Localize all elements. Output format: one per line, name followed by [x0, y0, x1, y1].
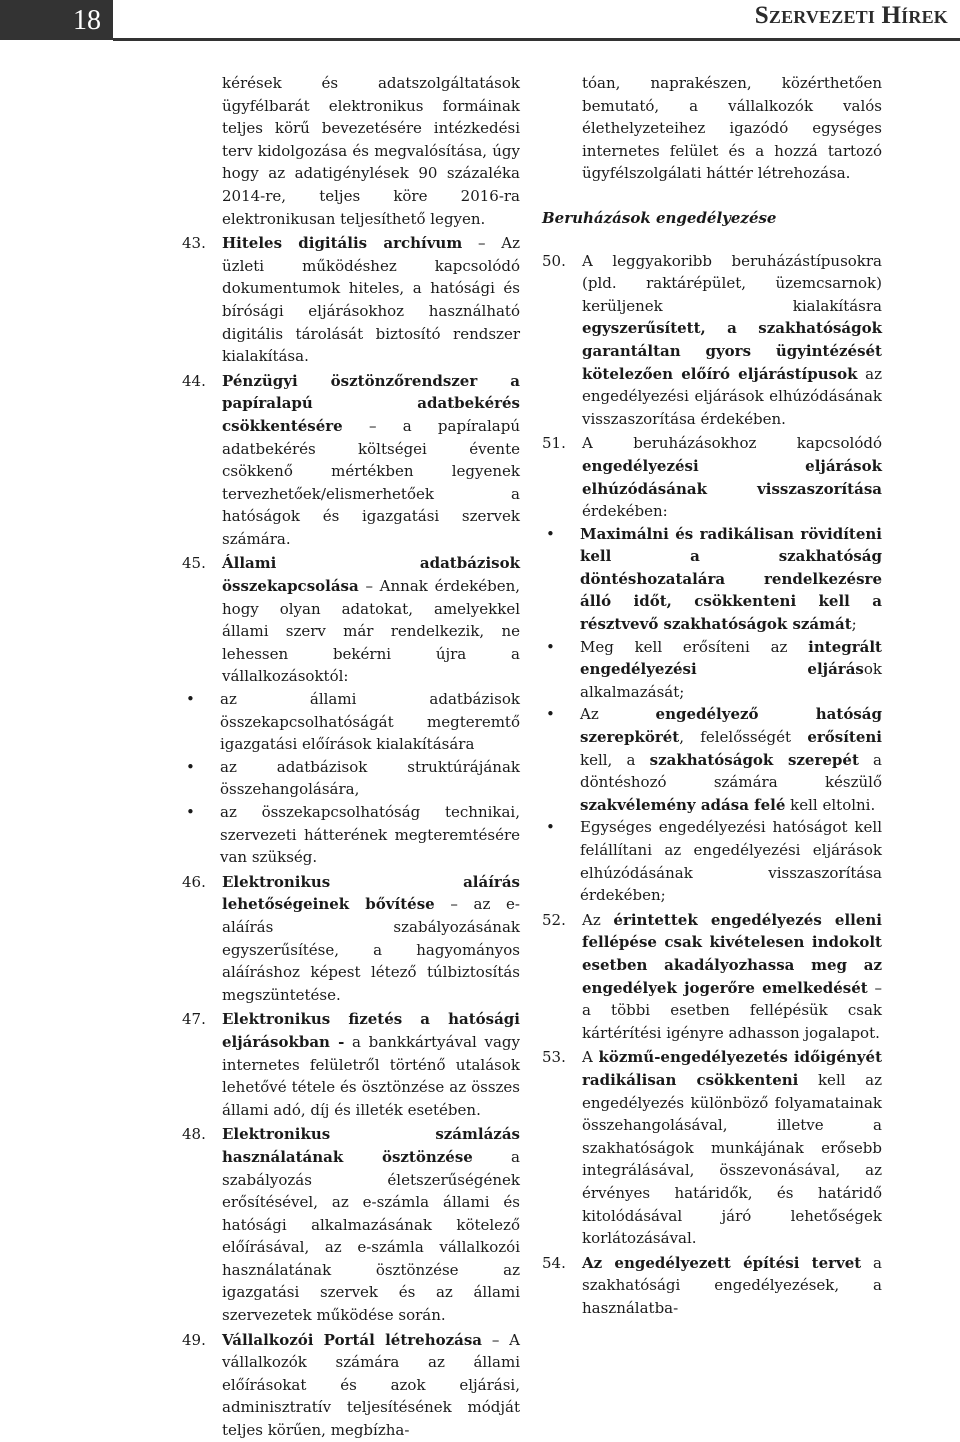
bullet-item: • Egységes engedélyezési hatóságot kell felállítani az engedélyezési eljárások elhúzódásának visszaszorítása érdekében;	[542, 816, 882, 906]
header-rule	[113, 38, 960, 41]
item-text: érdekében:	[582, 502, 668, 521]
item-emphasis: erősíteni	[807, 728, 882, 747]
item-text: – a többi esetben fellépésük csak kártérítési igényre adhasson jogalapot.	[582, 978, 882, 1042]
item-text: a bankkártyával vagy internetes felületről történő utalások lehetővé tétele és ösztönzése az összes állami adó, díj és illeték esetében.	[222, 1032, 520, 1119]
item-emphasis: érintettek engedélyezés elleni fellépése csak kivételesen indokolt esetben akadályozhassa meg az engedélyek jogerőre emelkedését	[582, 910, 882, 997]
page-header	[0, 0, 960, 44]
left-column	[182, 72, 520, 1442]
item-text: a szakhatósági engedélyezések, a használatba-	[582, 1253, 882, 1317]
item-text: – a papíralapú adatbekérés költségei évente csökkenő mértékben legyenek tervezhetőek/elismerhetőek a hatóságok és igazgatási szervek számára.	[222, 416, 520, 548]
item-emphasis: szakhatóságok szerepét	[649, 750, 859, 769]
item-text: A leggyakoribb beruházástípusokra (pld. raktárépület, üzemcsarnok) kerüljenek kialakításra	[582, 251, 882, 315]
item-emphasis: közmű-engedélyezetés időigényét radikálisan csökkenteni	[582, 1048, 882, 1089]
item-number: 52.	[542, 910, 566, 929]
item-text: Az	[582, 910, 614, 929]
item-number: 43.	[182, 234, 206, 253]
item-emphasis: egyszerűsített, a szakhatóságok garantáltan gyors ügyintézését kötelezően előíró eljárástípusok	[582, 319, 882, 383]
item-54	[542, 1252, 882, 1320]
item-number: 48.	[182, 1125, 206, 1144]
item-text: A beruházásokhoz kapcsolódó	[582, 434, 882, 453]
item-text: a szabályozás életszerűségének erősítésével, az e-számla állami és hatósági alkalmazásának kötelező előírásával, az e-számla vállalkozói használatának ösztönzése az igazgatási szervek és az állami szervezetek működése során.	[222, 1147, 520, 1325]
item-51	[542, 432, 882, 906]
item-47	[182, 1008, 520, 1121]
item-number: 50.	[542, 251, 566, 270]
item-text: – az e-aláírás szabályozásának egyszerűsítése, a hagyományos aláíráshoz képest létező túlbiztosítás megszüntetése.	[222, 895, 520, 1004]
bullet-item	[542, 523, 882, 636]
item-text: ;	[851, 615, 857, 634]
item-45	[182, 552, 520, 688]
item-text: az engedélyezési eljárások elhúzódásának visszaszorítása érdekében.	[582, 364, 882, 428]
item-title: Hiteles digitális archívum	[222, 234, 463, 253]
item-49	[182, 1329, 520, 1442]
item-emphasis: engedélyezési eljárások elhúzódásának visszaszorítása	[582, 456, 882, 498]
item-emphasis: engedélyező hatóság szerepkörét	[580, 705, 882, 747]
bullet-item: • az adatbázisok struktúrájának összehangolására,	[182, 756, 520, 801]
item-number: 53.	[542, 1048, 566, 1067]
bullet-item	[542, 636, 882, 704]
item-emphasis: szakvélemény adása felé	[580, 795, 786, 814]
item-number: 45.	[182, 554, 206, 573]
item-text: – Annak érdekében, hogy olyan adatokat, amelyekkel állami szerv már rendelkezik, ne lehessen bekérni újra a vállalkozásoktól:	[222, 577, 520, 686]
item-number: 47.	[182, 1010, 206, 1029]
item-text: kell az engedélyezés különböző folyamatainak összehangolásával, illetve a szakhatóságok munkájának erősebb integrálásával, összevonásával, az érvényes határidők, és határidő kitolódásával járó lehetőségek korlátozásával.	[582, 1070, 882, 1248]
item-number: 46.	[182, 872, 206, 891]
publication-title: Szervezeti Hírek	[754, 2, 948, 29]
item-title: Elektronikus számlázás használatának ösztönzése	[222, 1125, 520, 1166]
page-number: 18	[0, 0, 113, 40]
item-number: 51.	[542, 434, 566, 453]
item-text: a döntéshozó számára készülő	[580, 750, 882, 792]
item-44	[182, 370, 520, 551]
item-number: 54.	[542, 1253, 566, 1272]
item-emphasis: integrált engedélyezési eljárás	[580, 637, 882, 679]
item-text: – Az üzleti működéshez kapcsolódó dokumentumok hiteles, a hatósági és bírósági eljárásokhoz használható digitális tárolását biztosító rendszer kialakítása.	[222, 234, 520, 366]
item-text: – A vállalkozók számára az állami előírásokat és azok eljárási, adminisztratív teljesítésének módját teljes körűen, megbízha-	[222, 1330, 521, 1440]
item-title: Állami adatbázisok összekapcsolása	[222, 554, 520, 596]
item-text: ok alkalmazását;	[580, 660, 882, 701]
bullet-item: • az állami adatbázisok összekapcsolhatóságát megteremtő igazgatási előírások kialakítására	[182, 688, 520, 756]
item-text: Meg kell erősíteni az	[580, 637, 809, 656]
right-column	[542, 72, 882, 1319]
item-text: A	[582, 1048, 599, 1067]
bullet-item: • az összekapcsolhatóság technikai, szervezeti hátterének megteremtésére van szükség.	[182, 801, 520, 869]
intro-paragraph: kérések és adatszolgáltatások ügyfélbarát elektronikus formáinak teljes körű bevezetésére intézkedési terv kidolgozása és megvalósítása, úgy hogy az adatigénylések 90 százaléka 2014-re, teljes köre 2016-ra elektronikusan teljesíthető legyen.	[222, 74, 520, 228]
bullet-item	[542, 703, 882, 816]
item-text: kell, a	[580, 750, 650, 769]
item-52	[542, 909, 882, 1045]
item-text: , felelősségét	[679, 728, 808, 747]
continuation-paragraph: tóan, naprakészen, közérthetően bemutató, a vállalkozók valós élethelyzeteihez igazódó egységes internetes felület és a hozzá tartozó ügyfélszolgálati háttér létrehozása.	[582, 74, 882, 183]
item-43	[182, 232, 520, 368]
item-title: Elektronikus aláírás lehetőségeinek bővítése	[222, 872, 520, 914]
item-emphasis: Maximálni és radikálisan rövidíteni kell a szakhatóság döntéshozatalára rendelkezésre álló időt, csökkenteni kell a résztvevő szakhatóságok számát	[580, 524, 882, 634]
item-number: 49.	[182, 1330, 206, 1349]
section-title: Beruházások engedélyezése	[542, 208, 777, 227]
item-46	[182, 871, 520, 1007]
item-45-bullets	[182, 688, 520, 869]
item-50	[542, 250, 882, 431]
item-emphasis: Az engedélyezett építési tervet	[582, 1253, 862, 1272]
item-text: Az	[580, 705, 656, 724]
item-51-bullets	[542, 523, 882, 907]
item-title: Elektronikus fizetés a hatósági eljárásokban -	[222, 1010, 520, 1051]
item-48	[182, 1123, 520, 1326]
item-title: Vállalkozói Portál létrehozása	[222, 1330, 483, 1349]
item-53	[542, 1046, 882, 1249]
item-title: Pénzügyi ösztönzőrendszer a papíralapú adatbekérés csökkentésére	[222, 371, 520, 435]
item-text: kell eltolni.	[785, 795, 876, 814]
item-number: 44.	[182, 371, 206, 390]
